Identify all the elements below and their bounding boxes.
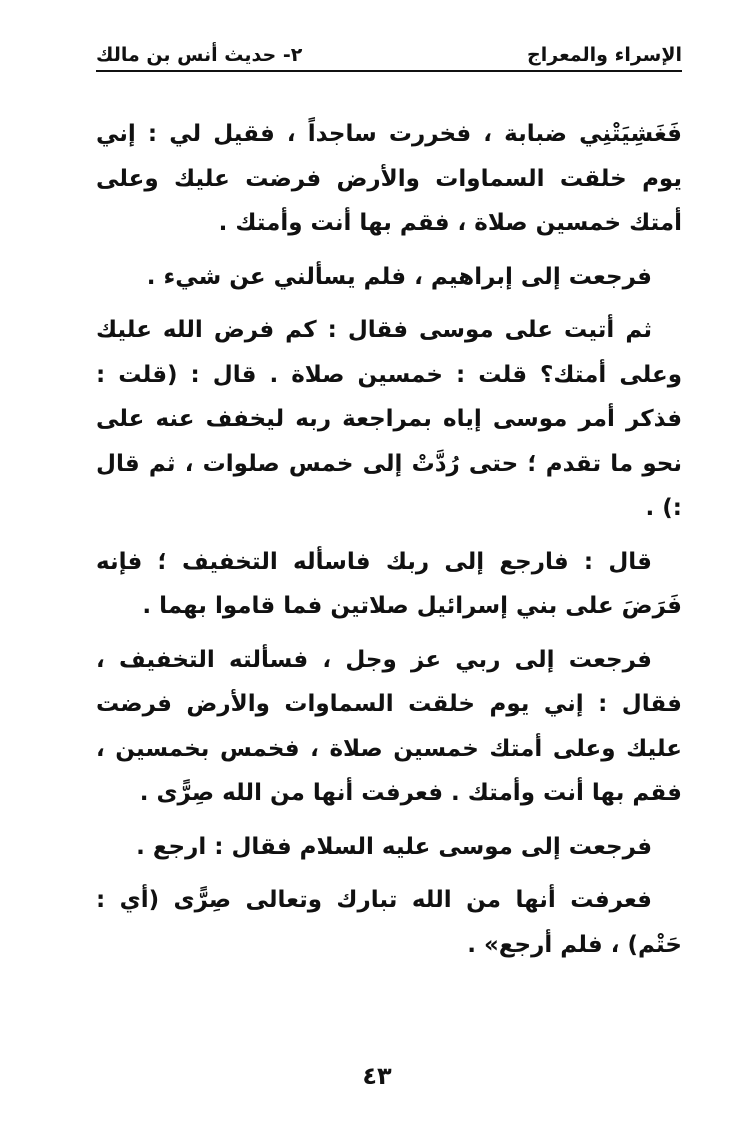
paragraph: فرجعت إلى موسى عليه السلام فقال : ارجع . (136, 833, 652, 860)
page-number: ٤٣ (362, 1062, 392, 1090)
chapter-title: ٢- حديث أنس بن مالك (96, 44, 303, 66)
paragraph: فعرفت أنها من الله تبارك وتعالى صِرًّى (أي : حَتْم) ، فلم أرجع» . (96, 887, 682, 958)
paragraph: فرجعت إلى إبراهيم ، فلم يسألني عن شيء . (146, 263, 652, 290)
running-header (96, 30, 682, 70)
header-rule (96, 70, 682, 72)
book-title: الإسراء والمعراج (527, 44, 682, 66)
paragraph: ثم أتيت على موسى فقال : كم فرض الله عليك وعلى أمتك؟ قلت : خمسين صلاة . قال : (قلت : فذكر أمر موسى إياه بمراجعة ربه ليخفف عنه على نحو ما تقدم ؛ حتى رُدَّتْ إلى خمس صلوات ، ثم قال :) . (96, 317, 682, 521)
paragraph: فَغَشِيَتْنِي ضبابة ، فخررت ساجداً ، فقيل لي : إني يوم خلقت السماوات والأرض فرضت عليك وعلى أمتك خمسين صلاة ، فقم بها أنت وأمتك . (96, 121, 682, 236)
paragraph: فرجعت إلى ربي عز وجل ، فسألته التخفيف ، فقال : إني يوم خلقت السماوات والأرض فرضت عليك وعلى أمتك خمسين صلاة ، فخمس بخمسين ، فقم بها أنت وأمتك . فعرفت أنها من الله صِرًّى . (96, 646, 682, 806)
paragraph: قال : فارجع إلى ربك فاسأله التخفيف ؛ فإنه فَرَضَ على بني إسرائيل صلاتين فما قاموا بهما . (96, 548, 682, 619)
body-text (96, 112, 682, 976)
